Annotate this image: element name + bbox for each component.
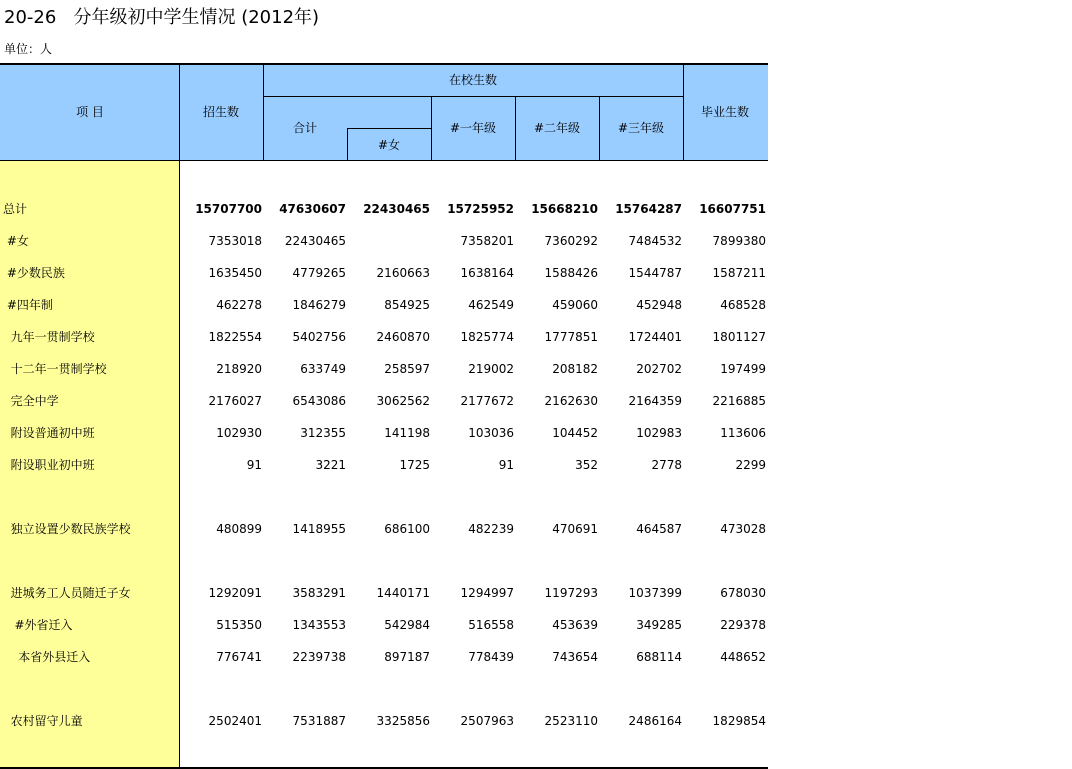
- table-cell: 2162630: [544, 394, 598, 408]
- table-cell: 2502401: [208, 714, 262, 728]
- table-cell: 218920: [216, 362, 262, 376]
- table-cell: 2486164: [628, 714, 682, 728]
- table-cell: 1846279: [292, 298, 346, 312]
- table-cell: 468528: [720, 298, 766, 312]
- table-cell: 480899: [216, 522, 262, 536]
- table-top-border: [0, 63, 768, 65]
- table-cell: 1801127: [712, 330, 766, 344]
- row-label: 农村留守儿童: [3, 714, 83, 728]
- table-cell: 516558: [468, 618, 514, 632]
- row-label: #女: [3, 234, 29, 248]
- row-label: 独立设置少数民族学校: [3, 522, 131, 536]
- table-cell: 103036: [468, 426, 514, 440]
- table-cell: 2239738: [292, 650, 346, 664]
- table-cell: 462278: [216, 298, 262, 312]
- table-cell: 2160663: [376, 266, 430, 280]
- table-cell: 15707700: [195, 202, 262, 216]
- table-cell: 2507963: [460, 714, 514, 728]
- table-cell: 7899380: [712, 234, 766, 248]
- table-cell: 1197293: [544, 586, 598, 600]
- table-cell: 352: [575, 458, 598, 472]
- table-cell: 312355: [300, 426, 346, 440]
- header-in-school: 在校生数: [448, 73, 498, 87]
- table-cell: 3583291: [292, 586, 346, 600]
- table-cell: 678030: [720, 586, 766, 600]
- table-cell: 464587: [636, 522, 682, 536]
- table-cell: 776741: [216, 650, 262, 664]
- table-cell: 15668210: [531, 202, 598, 216]
- table-cell: 22430465: [284, 234, 346, 248]
- row-label: 九年一贯制学校: [3, 330, 95, 344]
- table-cell: 2299: [735, 458, 766, 472]
- col-divider-7: [683, 65, 684, 161]
- table-cell: 2176027: [208, 394, 262, 408]
- table-cell: 16607751: [699, 202, 766, 216]
- row-label: #少数民族: [3, 266, 65, 280]
- col-divider-1: [179, 65, 180, 767]
- col-divider-4: [431, 96, 432, 161]
- col-divider-3: [347, 128, 348, 161]
- row-label: #外省迁入: [3, 618, 73, 632]
- header-bottom-border: [0, 160, 768, 161]
- table-cell: 2216885: [712, 394, 766, 408]
- table-cell: 7531887: [292, 714, 346, 728]
- table-cell: 7360292: [544, 234, 598, 248]
- table-cell: 1292091: [208, 586, 262, 600]
- table-cell: 3062562: [376, 394, 430, 408]
- in-school-divider: [264, 96, 684, 97]
- table-cell: 229378: [720, 618, 766, 632]
- table-cell: 4779265: [292, 266, 346, 280]
- table-cell: 113606: [720, 426, 766, 440]
- row-label: 本省外县迁入: [3, 650, 91, 664]
- table-cell: 633749: [300, 362, 346, 376]
- col-divider-2: [263, 65, 264, 161]
- table-cell: 1725: [399, 458, 430, 472]
- table-cell: 743654: [552, 650, 598, 664]
- table-cell: 482239: [468, 522, 514, 536]
- table-cell: 473028: [720, 522, 766, 536]
- table-cell: 1638164: [460, 266, 514, 280]
- table-cell: 1635450: [208, 266, 262, 280]
- table-cell: 22430465: [363, 202, 430, 216]
- table-cell: 778439: [468, 650, 514, 664]
- table-cell: 141198: [384, 426, 430, 440]
- row-label: 附设职业初中班: [3, 458, 95, 472]
- table-cell: 7358201: [460, 234, 514, 248]
- header-enrollment: 招生数: [202, 105, 240, 119]
- table-cell: 470691: [552, 522, 598, 536]
- table-cell: 453639: [552, 618, 598, 632]
- table-cell: 2523110: [544, 714, 598, 728]
- table-cell: 7484532: [628, 234, 682, 248]
- table-cell: 102983: [636, 426, 682, 440]
- col-divider-5: [515, 96, 516, 161]
- table-cell: 542984: [384, 618, 430, 632]
- table-cell: 197499: [720, 362, 766, 376]
- table-cell: 6543086: [292, 394, 346, 408]
- table-cell: 202702: [636, 362, 682, 376]
- table-cell: 1343553: [292, 618, 346, 632]
- row-label: 总计: [3, 202, 28, 216]
- table-cell: 688114: [636, 650, 682, 664]
- table-cell: 5402756: [292, 330, 346, 344]
- table-cell: 1822554: [208, 330, 262, 344]
- table-cell: 2177672: [460, 394, 514, 408]
- table-cell: 1418955: [292, 522, 346, 536]
- table-cell: 208182: [552, 362, 598, 376]
- table-cell: 459060: [552, 298, 598, 312]
- header-graduates: 毕业生数: [700, 105, 750, 119]
- header-grade2: #二年级: [533, 121, 581, 135]
- header-total: 合计: [292, 121, 318, 135]
- header-female: #女: [377, 138, 401, 152]
- table-cell: 1037399: [628, 586, 682, 600]
- table-cell: 515350: [216, 618, 262, 632]
- table-cell: 448652: [720, 650, 766, 664]
- row-label: 十二年一贯制学校: [3, 362, 107, 376]
- header-grade3: #三年级: [617, 121, 665, 135]
- table-cell: 258597: [384, 362, 430, 376]
- header-grade1: #一年级: [449, 121, 497, 135]
- table-cell: 15764287: [615, 202, 682, 216]
- table-cell: 1440171: [376, 586, 430, 600]
- table-cell: 1724401: [628, 330, 682, 344]
- row-label: 进城务工人员随迁子女: [3, 586, 131, 600]
- header-item: 项 目: [76, 105, 104, 119]
- female-divider: [348, 128, 432, 129]
- table-cell: 104452: [552, 426, 598, 440]
- table-cell: 102930: [216, 426, 262, 440]
- table-cell: 2164359: [628, 394, 682, 408]
- table-cell: 854925: [384, 298, 430, 312]
- table-cell: 1825774: [460, 330, 514, 344]
- table-cell: 1829854: [712, 714, 766, 728]
- col-divider-6: [599, 96, 600, 161]
- table-cell: 91: [246, 458, 262, 472]
- table-cell: 7353018: [208, 234, 262, 248]
- table-cell: 15725952: [447, 202, 514, 216]
- table-cell: 452948: [636, 298, 682, 312]
- table-cell: 3325856: [376, 714, 430, 728]
- table-cell: 2778: [651, 458, 682, 472]
- table-cell: 3221: [315, 458, 346, 472]
- page-title: 20-26 分年级初中学生情况 (2012年): [4, 7, 320, 28]
- table-cell: 462549: [468, 298, 514, 312]
- table-cell: 897187: [384, 650, 430, 664]
- table-cell: 349285: [636, 618, 682, 632]
- table-cell: 1588426: [544, 266, 598, 280]
- row-label: 完全中学: [3, 394, 59, 408]
- unit-label: 单位：人: [4, 42, 53, 56]
- table-cell: 1544787: [628, 266, 682, 280]
- row-label: 附设普通初中班: [3, 426, 95, 440]
- table-cell: 686100: [384, 522, 430, 536]
- table-cell: 91: [498, 458, 514, 472]
- table-cell: 1294997: [460, 586, 514, 600]
- table-cell: 1587211: [712, 266, 766, 280]
- table-cell: 47630607: [279, 202, 346, 216]
- table-cell: 2460870: [376, 330, 430, 344]
- table-cell: 219002: [468, 362, 514, 376]
- table-cell: 1777851: [544, 330, 598, 344]
- row-label: #四年制: [3, 298, 53, 312]
